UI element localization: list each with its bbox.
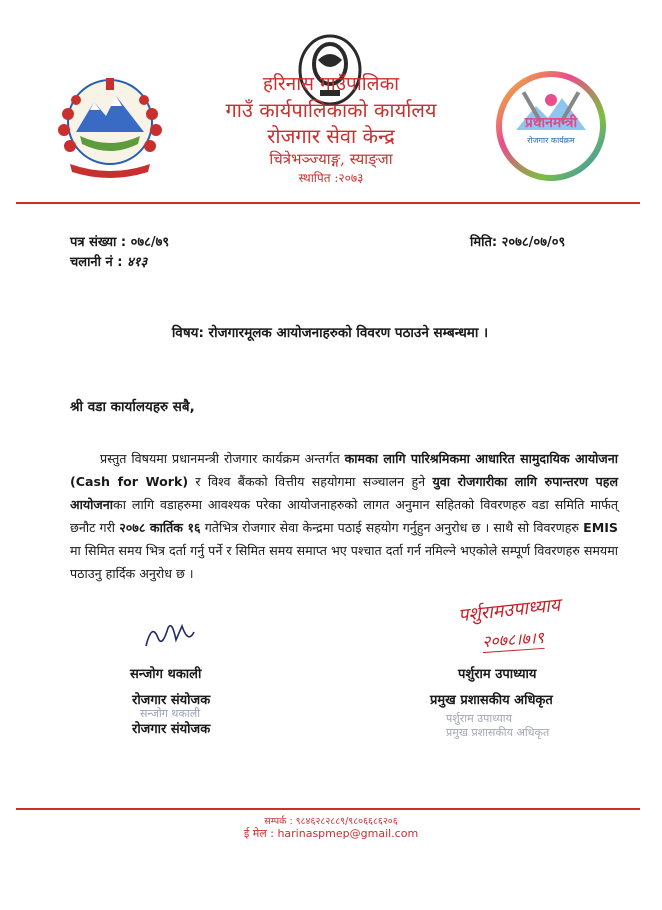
footer-email: ई मेल : harinaspmep@gmail.com	[243, 827, 419, 840]
letter-subject: विषय: रोजगारमूलक आयोजनाहरुको विवरण पठाउने सम्बन्धमा ।	[171, 325, 489, 341]
right-handwritten-date: २०७८।७।९	[481, 627, 545, 652]
letter-body	[70, 447, 618, 585]
body-bold-1: कामका लागि पारिश्रमिकमा आधारित सामुदायिक आयोजना (Cash for Work)	[70, 451, 618, 489]
header-established: स्थापित :२०७३	[298, 171, 364, 185]
footer-divider	[16, 808, 640, 810]
right-stamp-name: पर्शुराम उपाध्याय	[446, 712, 513, 725]
header-address: चित्रेभञ्ज्याङ्ग, स्याङ्जा	[269, 150, 393, 168]
header-center: रोजगार सेवा केन्द्र	[267, 124, 395, 148]
left-stamp-name: सन्जोग थकाली	[140, 707, 201, 720]
logo-right-subtitle: रोजगार कार्यक्रम	[527, 136, 575, 145]
body-bold-4: EMIS	[583, 520, 619, 535]
right-handwritten-name: पर्शुरामउपाध्याय	[457, 594, 562, 627]
body-text-3: का लागि वडाहरुमा आवश्यक परेका आयोजनाहरुको लागत अनुमान सहितको विवरणहरु वडा समिति मार्फत् छनौट गरी	[70, 497, 618, 535]
body-text-1: प्रस्तुत विषयमा प्रधानमन्त्री रोजगार कार्यक्रम अन्तर्गत	[100, 451, 345, 466]
header-office: गाउँ कार्यपालिकाको कार्यालय	[225, 98, 437, 122]
logo-right-title: प्रधानमन्त्री	[524, 115, 578, 131]
dispatch-label: चलानी नं :	[70, 255, 123, 270]
body-text-5: मा सिमित समय भित्र दर्ता गर्नु पर्ने र सिमित समय समाप्त भए पश्चात दर्ता गर्न नमिल्ने भएकोले सम्पूर्ण विवरणहरु समयमा पठाउनु हार्दिक अनुरोध छ ।	[70, 543, 618, 581]
letter-salutation: श्री वडा कार्यालयहरु सबै,	[70, 399, 195, 415]
left-stamp-title: रोजगार संयोजक	[132, 722, 211, 737]
right-stamp-title: प्रमुख प्रशासकीय अधिकृत	[446, 726, 550, 739]
left-signature-icon	[142, 618, 198, 652]
letter-date: मिति: २०७८/०७/०९	[470, 235, 566, 250]
header-municipality: हरिनास गाउँपालिका	[262, 73, 400, 95]
left-signatory-title: रोजगार संयोजक	[132, 693, 211, 708]
left-signatory-name: सन्जोग थकाली	[130, 667, 202, 682]
body-bold-3: २०७८ कार्तिक १६	[119, 520, 201, 535]
header-divider	[16, 202, 640, 204]
body-text-4: गतेभित्र रोजगार सेवा केन्द्रमा पठाई सहयोग गर्नुहुन अनुरोध छ । साथै सो विवरणहरु	[200, 520, 584, 535]
right-signatory-name: पर्शुराम उपाध्याय	[458, 667, 537, 682]
dispatch-number	[70, 252, 147, 270]
right-stamp	[446, 712, 549, 740]
footer-phone: सम्पर्क : ९८४६२८२८८९/९८०६६८६२०६	[264, 816, 398, 827]
right-signatory-title: प्रमुख प्रशासकीय अधिकृत	[430, 693, 553, 708]
right-handwritten-signature	[452, 588, 592, 660]
body-bold-2: युवा रोजगारीका लागि रुपान्तरण पहल आयोजना	[70, 474, 618, 512]
body-text-2: र विश्व बैंकको वित्तीय सहयोगमा सञ्चालन हुने	[188, 474, 433, 489]
dispatch-value: ४१३	[127, 255, 148, 270]
reference-number: पत्र संख्या : ०७८/७९	[70, 235, 170, 250]
